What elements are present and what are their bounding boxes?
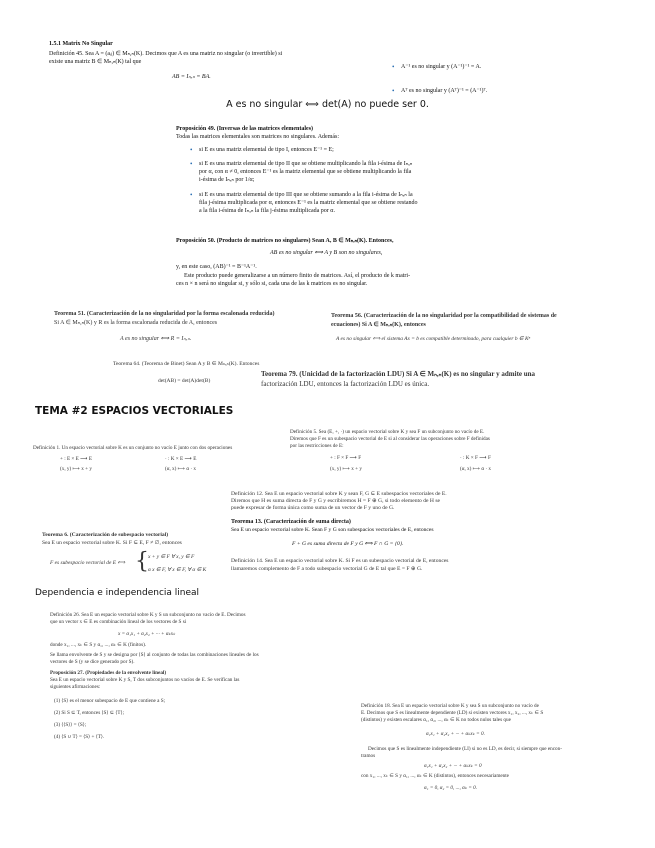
definition-5-line: Definición 5. Sea (E, +, ·) un espacio vectorial sobre K y sea F un subconjunto no vacío de E. [290,429,485,435]
theorem-64-title: Teorema 64. (Teorema de Binet) Sean A y B ∈ Mₙₓₙ(K). Entonces [113,361,260,367]
bullet-item: • A⁻¹ es no singular y (A⁻¹)⁻¹ = A. [392,63,655,71]
theorem-13-text: Sea E un espacio vectorial sobre K. Sean F y G son subespacios vectoriales de E, entonces [231,527,434,533]
proposition-title: Proposición 49. (Inversas de las matrices elementales) [176,126,314,132]
definition-18-equation: α₁ = 0, α₂ = 0, ..., αₖ = 0. [424,785,478,791]
definition-18-line: Definición 18. Sea E un espacio vectorial sobre K y sea S un subconjunto no vacío de [361,703,539,709]
proposition-50-text: ces n × n será no singular si, y sólo si, cada una de las k matrices es no singular. [176,281,368,287]
definition-45-equation: AB = Iₙₓₙ = BA. [172,74,211,80]
theorem-13-equation: F + G es suma directa de F y G ⟺ F ∩ G = {0}. [292,541,404,547]
definition-18-line: con x₁, ..., xₖ ∈ S y α₁, ..., αₖ ∈ K (distintos), entonces necesariamente [361,773,509,779]
proposition-27-text: siguientes afirmaciones: [50,684,101,690]
definition-1-map: · : K × E ⟶ E [165,456,197,462]
theorem-56-equation: A es no singular ⟺ el sistema Ax = b es compatible determinado, para cualquier b ∈ Kⁿ [336,336,531,342]
definition-26-line: vectores de S (y se dice generado por S). [50,659,135,665]
definition-18-equation: α₁x₁ + α₂x₂ + ··· + αₖxₖ = 0 [424,763,482,769]
chapter-heading: TEMA #2 ESPACIOS VECTORIALES [35,405,234,417]
theorem-6-condition: α x ∈ F, ∀ x ∈ F, ∀ α ∈ K [148,567,207,573]
definition-26-line: que un vector x ∈ E es combinación lineal de los vectores de S si [50,619,187,625]
definition-18-line: Decimos que S es linealmente independiente (LI) si no es LD, es decir, si siempre que encon- [368,746,562,752]
definition-14-line: llamaremos complemento de F a todo subespacio vectorial G de E tal que E = F ⊕ G. [231,566,423,572]
section-title: 1.5.1 Matrix No Singular [49,41,113,47]
definition-18-line: tramos [361,753,376,759]
definition-12-line: puede expresar de forma única como suma de un vector de F y uno de G. [231,505,395,511]
definition-5-line: por las restricciones de E: [290,443,344,449]
left-brace: { [135,549,149,574]
theorem-51-title: Teorema 51. (Caracterización de la no singularidad por la forma escalonada reducida) [54,311,275,317]
bullet-continuation: i-ésima de Iₙₓₙ por 1/α; [199,177,255,183]
definition-14-line: Definición 14. Sea E un espacio vectorial sobre K. Si F es un subespacio vectorial de E, entonces [231,558,449,564]
definition-5-map: · : K × F ⟶ F [460,455,491,461]
definition-45-line: Definición 45. Sea A = (aᵢⱼ) ∈ Mₙ,ₙ(K). Decimos que A es una matriz no singular (o invertible) si [49,51,283,57]
theorem-6-condition: x + y ∈ F ∀ x, y ∈ F [148,554,195,560]
definition-18-line: (distintos) y existen escalares α₁, α₂, ..., αₖ ∈ K no todos nulos tales que [361,717,511,723]
definition-26-line: donde x₁, ..., xₖ ∈ S y α₁, ..., αₖ ∈ K (finitos). [50,642,147,648]
theorem-6-title: Teorema 6. (Caracterización de subespacio vectorial) [42,532,169,538]
proposition-50-text: y, en este caso, (AB)⁻¹ = B⁻¹A⁻¹. [176,264,257,270]
proposition-50-equation: AB es no singular ⟺ A y B son no singulares, [270,250,383,256]
definition-45-line: existe una matriz B ∈ Mₙ,ₙ(K) tal que [49,59,142,65]
proposition-50-title: Proposición 50. (Producto de matrices no singulares) Sean A, B ∈ Mₙ,ₙ(K). Entonces, [176,238,394,244]
proposition-49 [176,125,418,215]
definition-12-line: Definición 12. Sea E un espacio vectorial sobre K y sean F, G ⊆ E subespacios vectoriales de E. [231,491,447,497]
theorem-64-equation: det(AB) = det(A)det(B) [158,378,211,384]
definition-5-line: Diremos que F es un subespacio vectorial de E si al considerar las operaciones sobre F definidas [290,436,490,442]
definition-1-map: (α, x) ⟼ α · x [165,466,197,472]
section-heading: Dependencia e independencia lineal [35,588,200,598]
definition-1-line: Definición 1. Un espacio vectorial sobre K es un conjunto no vacío E junto con dos operaciones [33,445,233,451]
definition-18-line: E. Decimos que S es linealmente dependiente (LD) si existen vectores x₁, x₂, ..., xₖ ∈ S [361,710,544,716]
definition-5-map: (α, x) ⟼ α · x [460,466,492,472]
definition-18-equation: α₁x₁ + α₂x₂ + ··· + αₖxₖ = 0. [426,731,485,737]
definition-5-map: + : F × F ⟶ F [330,455,362,461]
proposition-27-item: (2) Si S ⊆ T, entonces ⟨S⟩ ⊆ ⟨T⟩; [54,710,125,716]
theorem-56-text: ecuaciones) Si A ∈ Mₙ,ₙ(K), entonces [331,322,426,328]
proposition-27-title: Proposición 27. (Propiedades de la envolvente lineal) [50,670,167,676]
theorem-51-text: Si A ∈ Mₙ,ₙ(K) y R es la forma escalonada reducida de A, entonces [54,320,218,326]
proposition-50-text: Este producto puede generalizarse a un número finito de matrices. Así, el producto de k matri- [184,273,411,279]
proposition-27-item: (3) ⟨⟨S⟩⟩ = ⟨S⟩; [54,722,87,728]
bullet-item: • si E es una matriz elemental de tipo I, entonces E⁻¹ = E; [190,146,418,154]
definition-12-line: Diremos que H es suma directa de F y G y escribiremos H = F ⊕ G, si todo elemento de H se [231,498,441,504]
theorem-13-title: Teorema 13. (Caracterización de suma directa) [231,519,351,525]
theorem-79-title: Teorema 79. (Unicidad de la factorización LDU) Si A ∈ Mₙ,ₙ(K) es no singular y admite una [261,370,536,378]
theorem-79-text: factorización LDU, entonces la factorización LDU es única. [261,380,430,388]
theorem-6-lhs: F es subespacio vectorial de E ⟺ [50,560,126,566]
definition-26-line: Definición 26. Sea E un espacio vectorial sobre K y S un subconjunto no vacío de E. Decimos [50,612,246,618]
bullet-item: • si E es una matriz elemental de tipo II que se obtiene multiplicando la fila i-ésima de Iₙₓₙ [190,160,418,168]
bullet-continuation: por α, con α ≠ 0, entonces E⁻¹ es la matriz elemental que se obtiene multiplicando la fila [199,169,412,175]
definition-1-map: (x, y) ⟼ x + y [60,466,92,472]
proposition-27-item: (4) ⟨S ∪ T⟩ = ⟨S⟩ + ⟨T⟩. [54,734,105,740]
key-statement: A es no singular ⟺ det(A) no puede ser 0. [226,99,429,110]
theorem-51-equation: A es no singular ⟺ R = Iₙₓₙ. [120,336,192,342]
proposition-27-item: (1) ⟨S⟩ es el menor subespacio de E que contiene a S; [54,698,166,704]
definition-26-line: Se llama envolvente de S y se designa por ⟨S⟩ al conjunto de todas las combinaciones lineales de los [50,652,259,658]
theorem-56-title: Teorema 56. (Caracterización de la no singularidad por la compatibilidad de sistemas de [331,313,557,319]
proposition-text: Todas las matrices elementales son matrices no singulares. Además: [176,134,340,140]
proposition-27-text: Sea E un espacio vectorial sobre K y S, T dos subconjuntos no vacíos de E. Se verifican las [50,677,240,683]
definition-1-map: + : E × E ⟶ E [60,456,93,462]
bullet-continuation: fila j-ésima multiplicada por α, entonces E⁻¹ es la matriz elemental que se obtiene restando [199,200,418,206]
theorem-6-text: Sea E un espacio vectorial sobre K. Si F ⊆ E, F ≠ ∅, entonces [42,540,182,546]
definition-26-equation: x = α₁x₁ + α₂x₂ + ··· + αₖxₖ [118,631,176,637]
definition-5-map: (x, y) ⟼ x + y [330,466,362,472]
bullet-continuation: a la fila i-ésima de Iₙₓₙ la fila j-ésima multiplicada por α. [199,208,335,214]
bullet-item: • si E es una matriz elemental de tipo III que se obtiene sumando a la fila i-ésima de Iₙₓₙ la [190,191,418,199]
bullet-item: • Aᵀ es no singular y (Aᵀ)⁻¹ = (A⁻¹)ᵀ. [392,87,655,95]
